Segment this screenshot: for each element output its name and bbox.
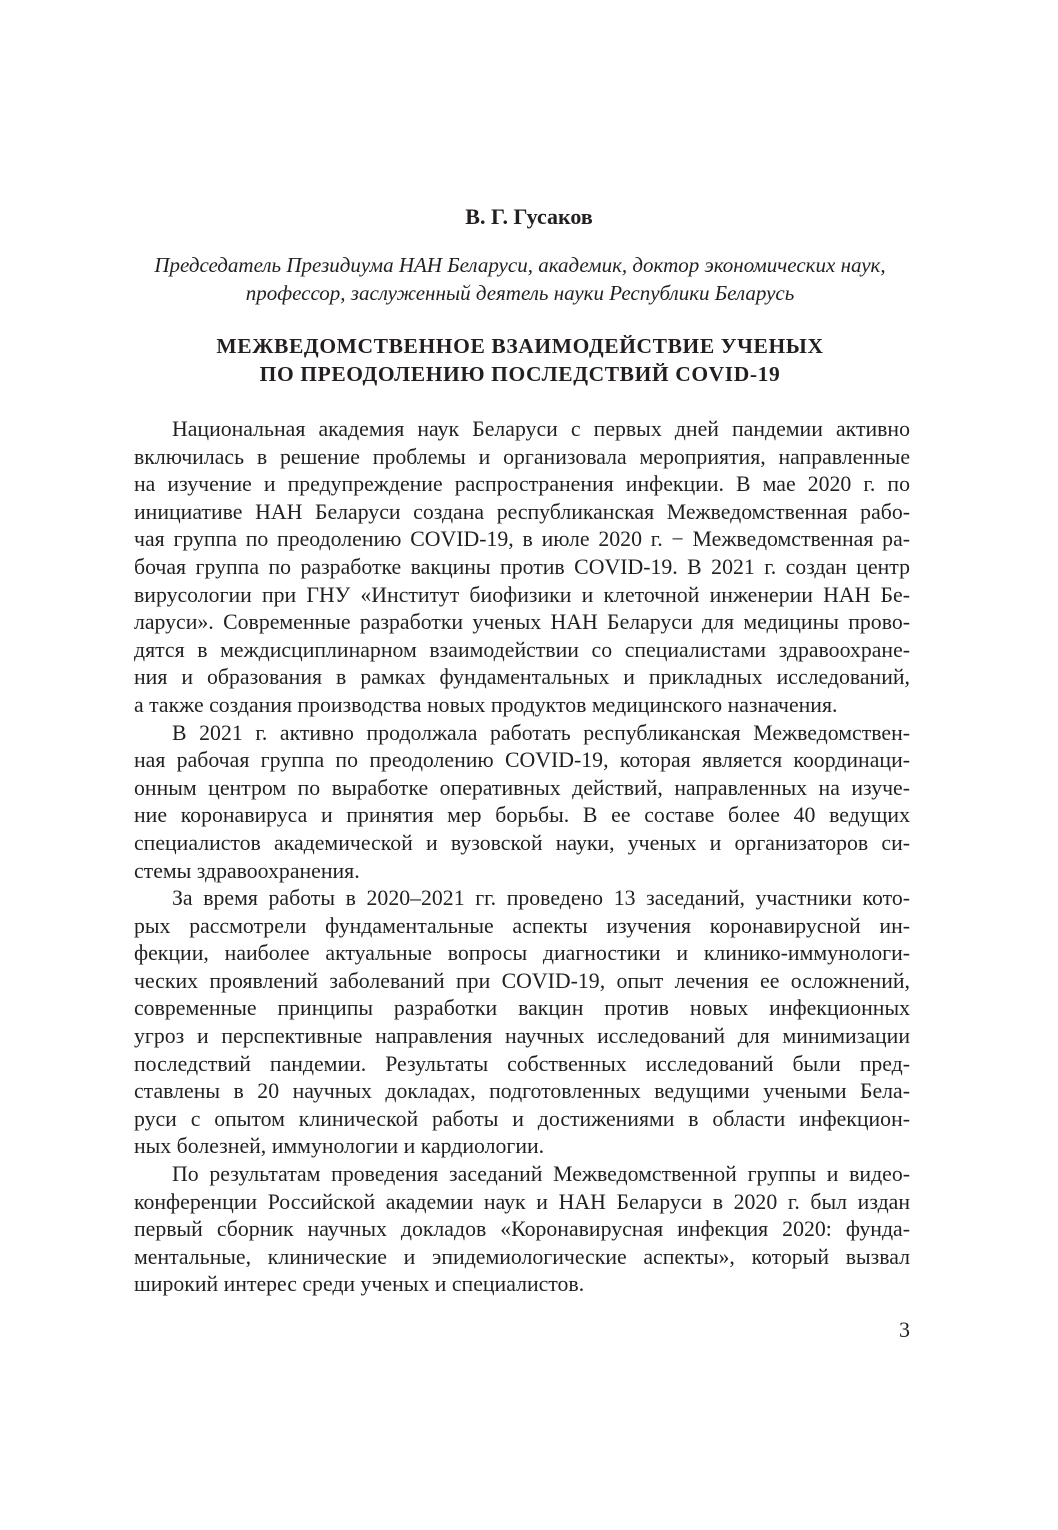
article-title: [100, 332, 940, 388]
text-line: стемы здравоохранения.: [134, 858, 360, 883]
text-line: дятся в междисциплинарном взаимодействии со специалистами здравоохране-: [134, 637, 910, 662]
text-line: ческих проявлений заболеваний при COVID-19, опыт лечения ее осложнений,: [134, 968, 910, 993]
text-line: ных болезней, иммунологии и кардиологии.: [134, 1134, 545, 1159]
text-line: ставлены в 20 научных докладах, подготовленных ведущими учеными Бела-: [134, 1079, 910, 1104]
text-line: рых рассмотрели фундаментальные аспекты изучения коронавирусной ин-: [134, 913, 910, 938]
text-line: последствий пандемии. Результаты собственных исследований были пред-: [134, 1051, 910, 1076]
text-line: инициативе НАН Беларуси создана республиканская Межведомственная рабо-: [134, 499, 910, 524]
text-line: По результатам проведения заседаний Межведомственной группы и видео-: [172, 1162, 910, 1187]
text-line: чая группа по преодолению COVID-19, в июле 2020 г. − Межведомственная ра-: [134, 527, 910, 552]
text-line: а также создания производства новых продуктов медицинского назначения.: [134, 692, 838, 717]
text-line: ларуси». Современные разработки ученых НАН Беларуси для медицины прово-: [134, 610, 910, 635]
affiliation-line: профессор, заслуженный деятель науки Республики Беларусь: [245, 281, 795, 305]
article-body: [134, 416, 910, 1299]
text-line: За время работы в 2020–2021 гг. проведено 13 заседаний, участники кото-: [172, 886, 910, 911]
text-line: фекции, наиболее актуальные вопросы диагностики и клинико-иммунологи-: [134, 941, 910, 966]
text-line: угроз и перспективные направления научных исследований для минимизации: [134, 1024, 910, 1049]
text-line: ная рабочая группа по преодолению COVID-19, которая является координаци-: [134, 748, 910, 773]
text-line: широкий интерес среди ученых и специалистов.: [134, 1272, 585, 1297]
text-line: ния и образования в рамках фундаментальных и прикладных исследований,: [134, 665, 910, 690]
text-line: В 2021 г. активно продолжала работать республиканская Межведомствен-: [172, 720, 910, 745]
text-line: Национальная академия наук Беларуси с первых дней пандемии активно: [172, 417, 910, 441]
paragraph: [134, 720, 910, 886]
text-line: первый сборник научных докладов «Коронавирусная инфекция 2020: фунда-: [134, 1217, 910, 1242]
page-number: 3: [899, 1317, 910, 1342]
text-line: включилась в решение проблемы и организовала мероприятия, направленные: [134, 444, 910, 469]
text-line: специалистов академической и вузовской науки, ученых и организаторов си-: [134, 830, 910, 855]
author-name: В. Г. Гусаков: [465, 204, 593, 229]
paragraph: [134, 1161, 910, 1299]
paragraph: [134, 416, 910, 720]
text-line: руси с опытом клинической работы и достижениями в области инфекцион-: [134, 1106, 910, 1131]
paragraph: [134, 885, 910, 1161]
text-line: на изучение и предупреждение распространения инфекции. В мае 2020 г. по: [134, 472, 910, 497]
author-affiliation: [120, 251, 920, 307]
text-line: современные принципы разработки вакцин против новых инфекционных: [134, 996, 910, 1021]
text-line: ние коронавируса и принятия мер борьбы. В ее составе более 40 ведущих: [134, 803, 910, 828]
text-line: вирусологии при ГНУ «Институт биофизики и клеточной инженерии НАН Бе-: [134, 582, 910, 607]
text-line: ментальные, клинические и эпидемиологические аспекты», который вызвал: [134, 1244, 910, 1269]
text-line: онным центром по выработке оперативных действий, направленных на изуче-: [134, 775, 910, 800]
text-line: бочая группа по разработке вакцины против COVID-19. В 2021 г. создан центр: [134, 554, 910, 579]
affiliation-line: Председатель Президиума НАН Беларуси, академик, доктор экономических наук,: [154, 253, 886, 277]
text-line: конференции Российской академии наук и НАН Беларуси в 2020 г. был издан: [134, 1189, 910, 1214]
title-line: ПО ПРЕОДОЛЕНИЮ ПОСЛЕДСТВИЙ COVID-19: [259, 362, 781, 386]
title-line: МЕЖВЕДОМСТВЕННОЕ ВЗАИМОДЕЙСТВИЕ УЧЕНЫХ: [216, 334, 824, 358]
